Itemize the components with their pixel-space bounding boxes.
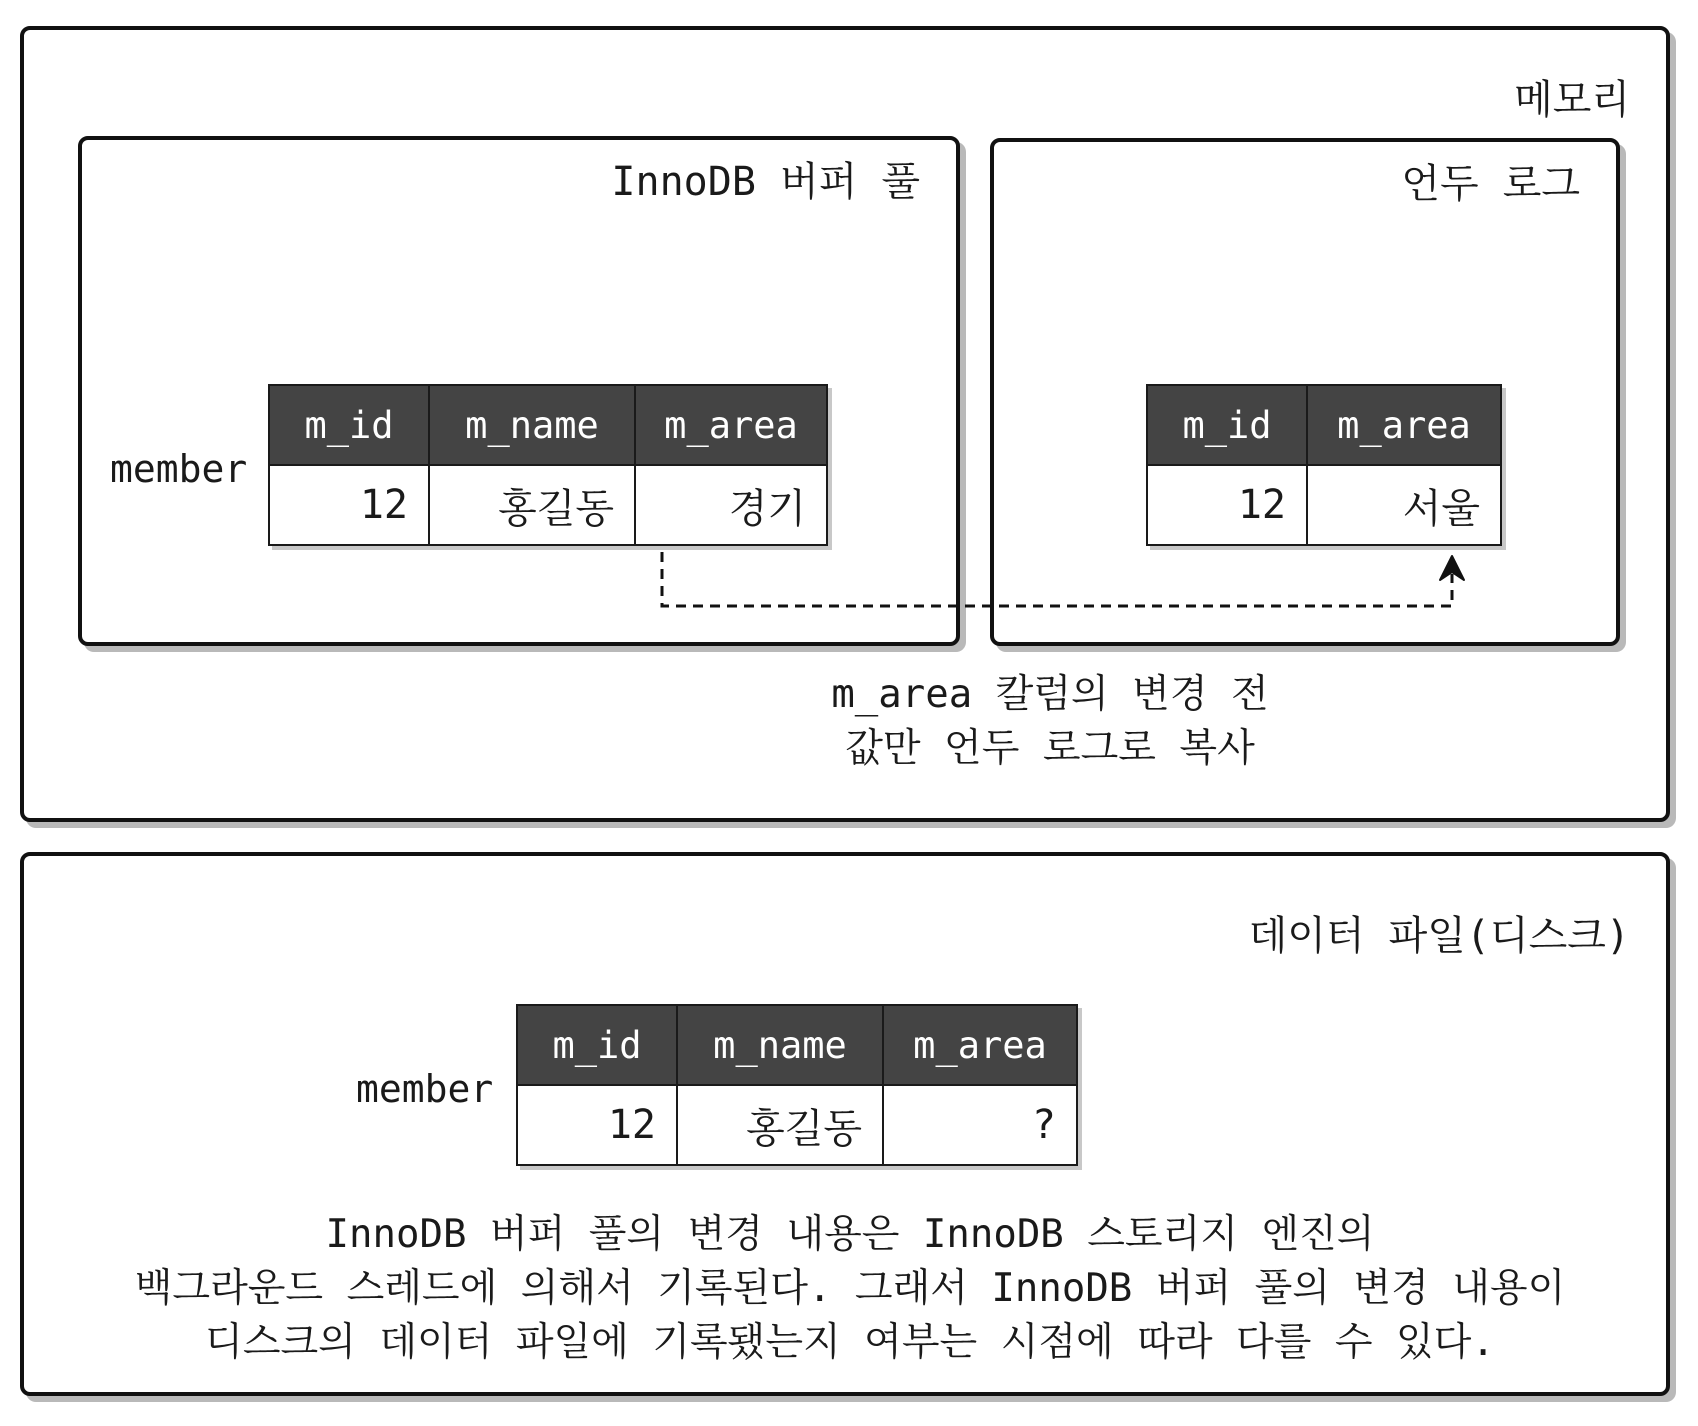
- disk-table-wrap: [516, 1004, 1078, 1166]
- buffer-pool-table: [268, 384, 828, 546]
- cell-m-name: 홍길동: [429, 465, 635, 545]
- disk-caption-line3: 디스크의 데이터 파일에 기록됐는지 여부는 시점에 따라 다를 수 있다.: [205, 1320, 1495, 1365]
- header-cell-m-id: m_id: [269, 385, 429, 465]
- disk-table-label: member: [356, 1067, 494, 1111]
- undo-log-header-row: [1147, 385, 1501, 465]
- undo-log-title: 언두 로그: [1401, 161, 1580, 207]
- header-cell-m-name: m_name: [429, 385, 635, 465]
- table-row: [1147, 465, 1501, 545]
- cell-m-id: 12: [1147, 465, 1307, 545]
- undo-log-table: [1146, 384, 1502, 546]
- cell-m-id: 12: [517, 1085, 677, 1165]
- buffer-pool-table-label: member: [110, 447, 248, 491]
- cell-m-id: 12: [269, 465, 429, 545]
- cell-m-area: 경기: [635, 465, 827, 545]
- disk-header-row: [517, 1005, 1077, 1085]
- undo-copy-caption: [780, 668, 1320, 776]
- buffer-pool-header-row: [269, 385, 827, 465]
- undo-copy-caption-line1: m_area 칼럼의 변경 전: [831, 672, 1269, 717]
- header-cell-m-area: m_area: [1307, 385, 1501, 465]
- header-cell-m-area: m_area: [635, 385, 827, 465]
- table-row: [269, 465, 827, 545]
- header-cell-m-area: m_area: [883, 1005, 1077, 1085]
- disk-table: [516, 1004, 1078, 1166]
- disk-caption-line2: 백그라운드 스레드에 의해서 기록된다. 그래서 InnoDB 버퍼 풀의 변경 내용이: [134, 1266, 1566, 1311]
- buffer-pool-title: InnoDB 버퍼 풀: [611, 159, 920, 205]
- cell-m-name: 홍길동: [677, 1085, 883, 1165]
- header-cell-m-name: m_name: [677, 1005, 883, 1085]
- header-cell-m-id: m_id: [1147, 385, 1307, 465]
- cell-m-area: ?: [883, 1085, 1077, 1165]
- buffer-pool-table-wrap: [268, 384, 828, 546]
- header-cell-m-id: m_id: [517, 1005, 677, 1085]
- disk-caption: [40, 1208, 1660, 1370]
- table-row: [517, 1085, 1077, 1165]
- undo-copy-caption-line2: 값만 언두 로그로 복사: [845, 726, 1255, 771]
- memory-title: 메모리: [1514, 77, 1630, 123]
- undo-log-table-wrap: [1146, 384, 1502, 546]
- disk-caption-line1: InnoDB 버퍼 풀의 변경 내용은 InnoDB 스토리지 엔진의: [325, 1212, 1375, 1257]
- disk-title: 데이터 파일(디스크): [1248, 913, 1630, 959]
- cell-m-area: 서울: [1307, 465, 1501, 545]
